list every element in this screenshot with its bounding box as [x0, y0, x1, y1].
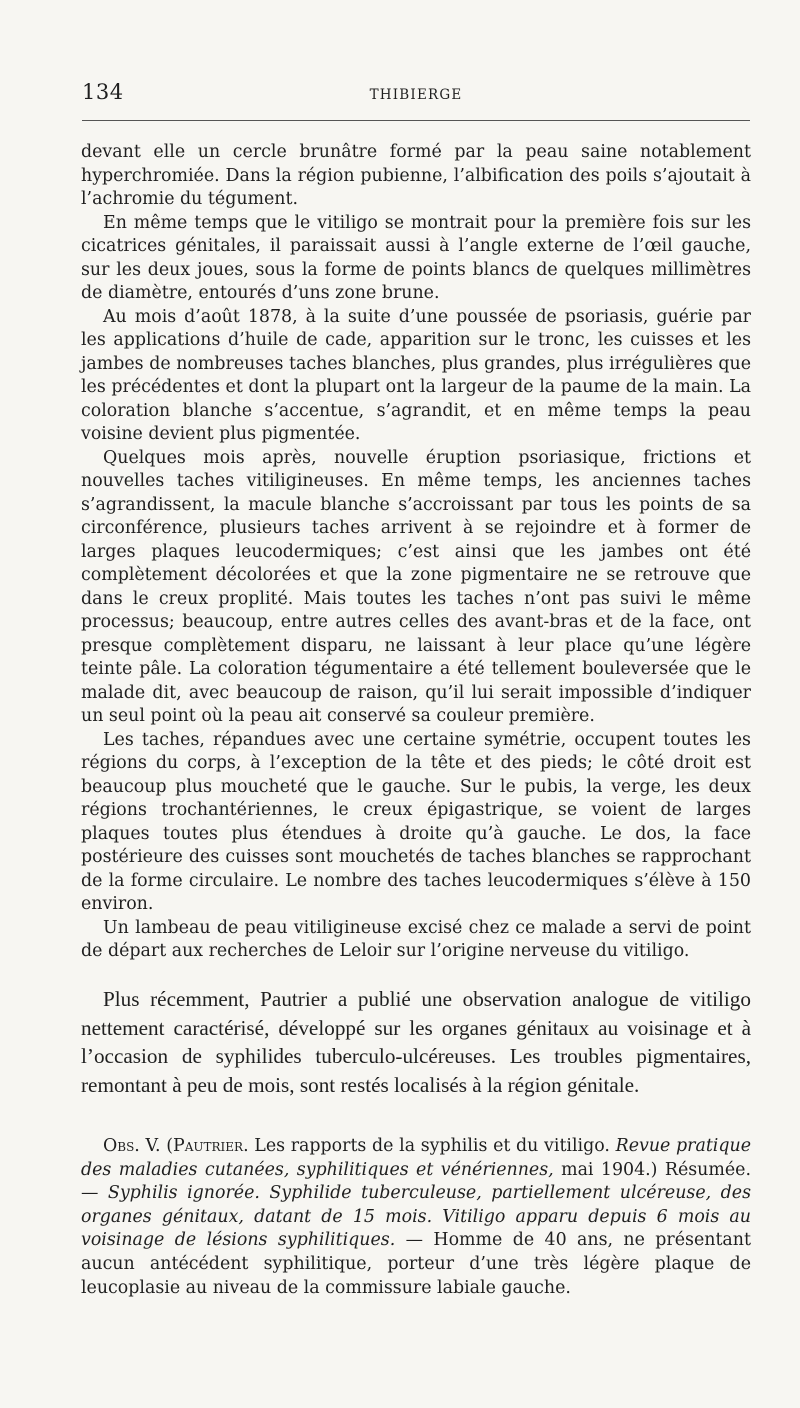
paragraph: Quelques mois après, nouvelle éruption psoriasique, frictions et nouvelles taches vitiligineuses. En même temps, les anciennes taches s’agrandissent, la macule blanche s’accroissant par tous les points de sa circonférence, plusieurs taches arrivent à se rejoindre et à former de larges plaques leucodermiques; c’est ainsi que les jambes ont été complètement décolorées et que la zone pigmentaire ne se retrouve que dans le creux proplité. Mais toutes les taches n’ont pas suivi le même processus; beaucoup, entre autres celles des avant-bras et de la face, ont presque complètement disparu, ne laissant à leur place qu’une légère teinte pâle. La coloration tégumentaire a été tellement bouleversée que le malade dit, avec beaucoup de raison, qu’il lui serait impossible d’indiquer un seul point où la peau ait conservé sa couleur première.	[81, 447, 751, 726]
paragraph: Un lambeau de peau vitiligineuse excisé chez ce malade a servi de point de départ aux recherches de Leloir sur l’origine nerveuse du vitiligo.	[81, 917, 751, 961]
paragraph: devant elle un cercle brunâtre formé par la peau saine notablement hyperchromiée. Dans la région pubienne, l’albification des poils s’ajoutait à l’achromie du tégument.	[81, 142, 751, 209]
observation-summary: Syphilis ignorée. Syphilide tuberculeuse, partiellement ulcéreuse, des organes génitaux, datant de 15 mois. Vitiligo apparu depuis 6 mois au voisinage de lésions syphilitiques.	[81, 1183, 752, 1251]
case-history-text	[81, 141, 751, 964]
running-head: THIBIERGE	[369, 87, 463, 103]
commentary-paragraph: Plus récemment, Pautrier a publié une observation analogue de vitiligo nettement caractérisé, développé sur les organes génitaux au voisinage et à l’occasion de syphilides tuberculo-ulcéreuses. Les troubles pigmentaires, remontant à peu de mois, sont restés localisés à la région génitale.	[81, 987, 751, 1097]
page-number: 134	[82, 80, 124, 104]
paragraph: Les taches, répandues avec une certaine symétrie, occupent toutes les régions du corps, à l’exception de la tête et des pieds; le côté droit est beaucoup plus moucheté que le gauche. Sur le pubis, la verge, les deux régions trochantériennes, le creux épigastrique, se voient de larges plaques toutes plus étendues à droite qu’à gauche. Le dos, la face postérieure des cuisses sont mouchetés de taches blanches se rapprochant de la forme circulaire. Le nombre des taches leucodermiques s’élève à 150 environ.	[81, 729, 751, 914]
observation-title: . Les rapports de la syphilis et du vitiligo.	[243, 1136, 616, 1156]
observation-journal: Revue pratique des maladies cutanées, syphilitiques et vénériennes,	[81, 1136, 751, 1180]
observation-paragraph	[81, 1135, 751, 1300]
observation-date: mai 1904.) Résumée. —	[81, 1159, 751, 1204]
observation-case-text: — Homme de 40 ans, ne présentant aucun antécédent syphilitique, porteur d’une très légère plaque de leucoplasie au niveau de la commissure labiale gauche.	[81, 1230, 751, 1298]
paragraph: Au mois d’août 1878, à la suite d’une poussée de psoriasis, guérie par les applications d’huile de cade, apparition sur le tronc, les cuisses et les jambes de nombreuses taches blanches, plus grandes, plus irrégulières que les précédentes et dont la plupart ont la largeur de la paume de la main. La coloration blanche s’accentue, s’agrandit, et en même temps la peau voisine devient plus pigmentée.	[81, 306, 751, 444]
page-header	[82, 80, 750, 110]
observation-open-paren: (	[160, 1136, 174, 1156]
header-rule	[82, 120, 750, 121]
paragraph: En même temps que le vitiligo se montrait pour la première fois sur les cicatrices génitales, il paraissait aussi à l’angle externe de l’œil gauche, sur les deux joues, sous la forme de points blancs de quelques millimètres de diamètre, entourés d’uns zone brune.	[81, 212, 751, 303]
observation-author: Pautrier	[173, 1136, 244, 1156]
observation-label: Obs. V.	[103, 1136, 161, 1156]
